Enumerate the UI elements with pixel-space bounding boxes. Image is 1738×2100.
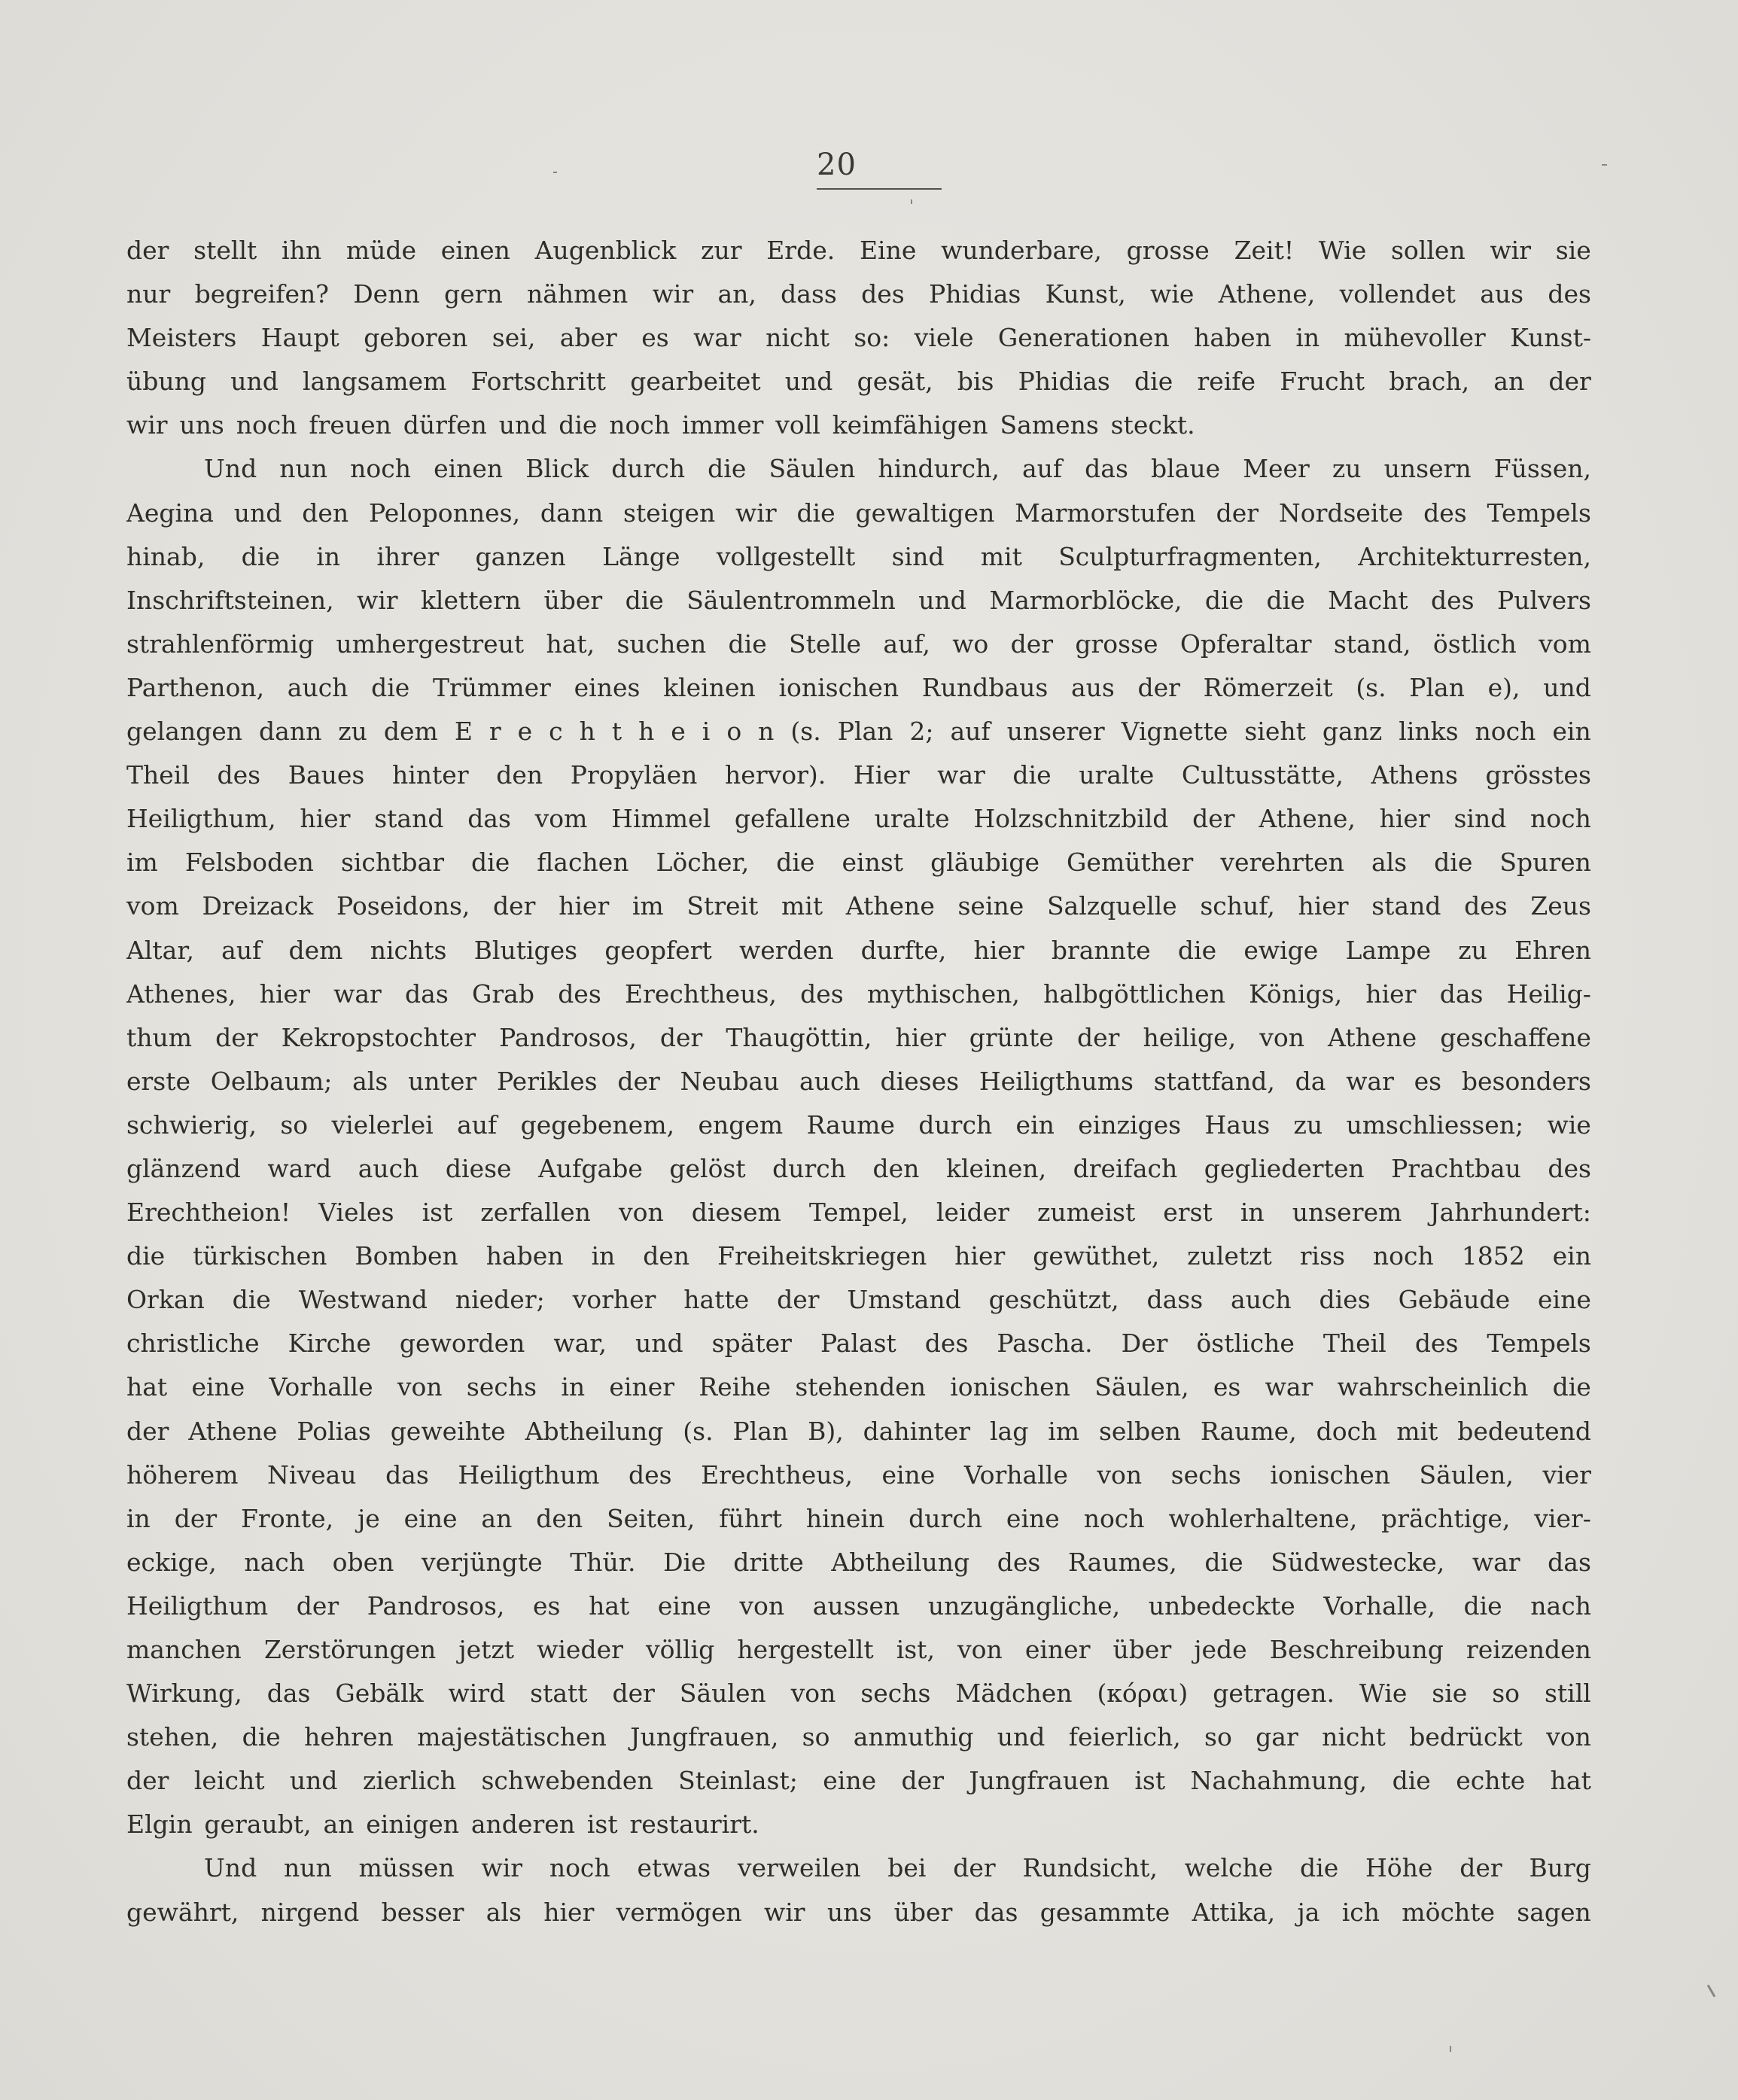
text-line: christliche Kirche geworden war, und später Palast des Pascha. Der östliche Theil des Tempels	[126, 1328, 1591, 1359]
text-line: vom Dreizack Poseidons, der hier im Streit mit Athene seine Salzquelle schuf, hier stand des Zeus	[126, 891, 1591, 921]
text-line: Altar, auf dem nichts Blutiges geopfert werden durfte, hier brannte die ewige Lampe zu Ehren	[126, 935, 1591, 965]
body-text	[126, 229, 1591, 1934]
paper-speck	[553, 172, 557, 173]
text-line: wir uns noch freuen dürfen und die noch immer voll keimfähigen Samens steckt.	[126, 410, 1195, 440]
text-line: thum der Kekropstochter Pandrosos, der Thaugöttin, hier grünte der heilige, von Athene geschaffene	[126, 1022, 1591, 1052]
paper-speck	[911, 199, 912, 204]
text-line: Erechtheion! Vieles ist zerfallen von diesem Tempel, leider zumeist erst in unserem Jahrhundert:	[126, 1198, 1591, 1228]
text-line: im Felsboden sichtbar die flachen Löcher, die einst gläubige Gemüther verehrten als die Spuren	[126, 848, 1591, 878]
text-line: Elgin geraubt, an einigen anderen ist restaurirt.	[126, 1809, 759, 1840]
text-line: Athenes, hier war das Grab des Erechtheus, des mythischen, halbgöttlichen Königs, hier das Heilig-	[126, 978, 1591, 1009]
text-line: manchen Zerstörungen jetzt wieder völlig hergestellt ist, von einer über jede Beschreibung reizenden	[126, 1635, 1591, 1664]
text-line: Und nun müssen wir noch etwas verweilen bei der Rundsicht, welche die Höhe der Burg	[204, 1853, 1591, 1883]
text-line: Theil des Baues hinter den Propyläen hervor). Hier war die uralte Cultusstätte, Athens grösstes	[126, 760, 1591, 790]
text-line: hinab, die in ihrer ganzen Länge vollgestellt sind mit Sculpturfragmenten, Architekturresten,	[126, 541, 1591, 571]
text-line: der Athene Polias geweihte Abtheilung (s. Plan B), dahinter lag im selben Raume, doch mit bedeutend	[126, 1416, 1591, 1446]
text-line: höherem Niveau das Heiligthum des Erechtheus, eine Vorhalle von sechs ionischen Säulen, vier	[126, 1459, 1591, 1490]
text-line: Orkan die Westwand nieder; vorher hatte der Umstand geschützt, dass auch dies Gebäude eine	[126, 1285, 1591, 1315]
text-line: die türkischen Bomben haben in den Freiheitskriegen hier gewüthet, zuletzt riss noch 1852 ein	[126, 1241, 1591, 1271]
text-line: Heiligthum der Pandrosos, es hat eine von aussen unzugängliche, unbedeckte Vorhalle, die nach	[126, 1590, 1591, 1621]
page-number: 20	[817, 148, 857, 182]
paper-speck	[1450, 2046, 1451, 2052]
text-line: übung und langsamem Fortschritt gearbeitet und gesät, bis Phidias die reife Frucht brach, an der	[126, 367, 1591, 397]
text-line: eckige, nach oben verjüngte Thür. Die dritte Abtheilung des Raumes, die Südwestecke, war das	[126, 1547, 1591, 1577]
text-line: Inschriftsteinen, wir klettern über die Säulentrommeln und Marmorblöcke, die die Macht des Pulvers	[126, 585, 1591, 615]
text-line: glänzend ward auch diese Aufgabe gelöst durch den kleinen, dreifach gegliederten Prachtbau des	[126, 1153, 1591, 1183]
text-line: Heiligthum, hier stand das vom Himmel gefallene uralte Holzschnitzbild der Athene, hier sind noch	[126, 804, 1591, 834]
text-line: nur begreifen? Denn gern nähmen wir an, dass des Phidias Kunst, wie Athene, vollendet aus des	[126, 279, 1591, 309]
text-line: strahlenförmig umhergestreut hat, suchen die Stelle auf, wo der grosse Opferaltar stand, östlich vom	[126, 628, 1591, 659]
text-line: stehen, die hehren majestätischen Jungfrauen, so anmuthig und feierlich, so gar nicht bedrückt von	[126, 1722, 1591, 1752]
paper-speck	[1602, 164, 1607, 166]
text-line: Meisters Haupt geboren sei, aber es war nicht so: viele Generationen haben in mühevoller Kunst-	[126, 323, 1591, 353]
text-line: in der Fronte, je eine an den Seiten, führt hinein durch eine noch wohlerhaltene, prächtige, vier-	[126, 1503, 1591, 1533]
text-line: gelangen dann zu dem E r e c h t h e i o n (s. Plan 2; auf unserer Vignette sieht ganz links noch ein	[126, 717, 1591, 747]
text-line: erste Oelbaum; als unter Perikles der Neubau auch dieses Heiligthums stattfand, da war es besonders	[126, 1066, 1591, 1096]
text-line: Und nun noch einen Blick durch die Säulen hindurch, auf das blaue Meer zu unsern Füssen,	[204, 454, 1591, 484]
text-line: hat eine Vorhalle von sechs in einer Reihe stehenden ionischen Säulen, es war wahrscheinlich die	[126, 1372, 1591, 1402]
text-line: der leicht und zierlich schwebenden Steinlast; eine der Jungfrauen ist Nachahmung, die echte hat	[126, 1766, 1591, 1796]
paper-speck	[1707, 1984, 1716, 1997]
text-line: schwierig, so vielerlei auf gegebenem, engem Raume durch ein einziges Haus zu umschliessen; wie	[126, 1109, 1591, 1140]
text-line: gewährt, nirgend besser als hier vermögen wir uns über das gesammte Attika, ja ich möchte sagen	[126, 1897, 1591, 1927]
text-line: Parthenon, auch die Trümmer eines kleinen ionischen Rundbaus aus der Römerzeit (s. Plan e), und	[126, 672, 1591, 702]
text-line: der stellt ihn müde einen Augenblick zur Erde. Eine wunderbare, grosse Zeit! Wie sollen wir sie	[126, 236, 1591, 265]
page-number-rule	[817, 188, 942, 190]
text-line: Aegina und den Peloponnes, dann steigen wir die gewaltigen Marmorstufen der Nordseite des Tempels	[126, 498, 1591, 528]
text-line: Wirkung, das Gebälk wird statt der Säulen von sechs Mädchen (κόραι) getragen. Wie sie so still	[126, 1678, 1591, 1709]
